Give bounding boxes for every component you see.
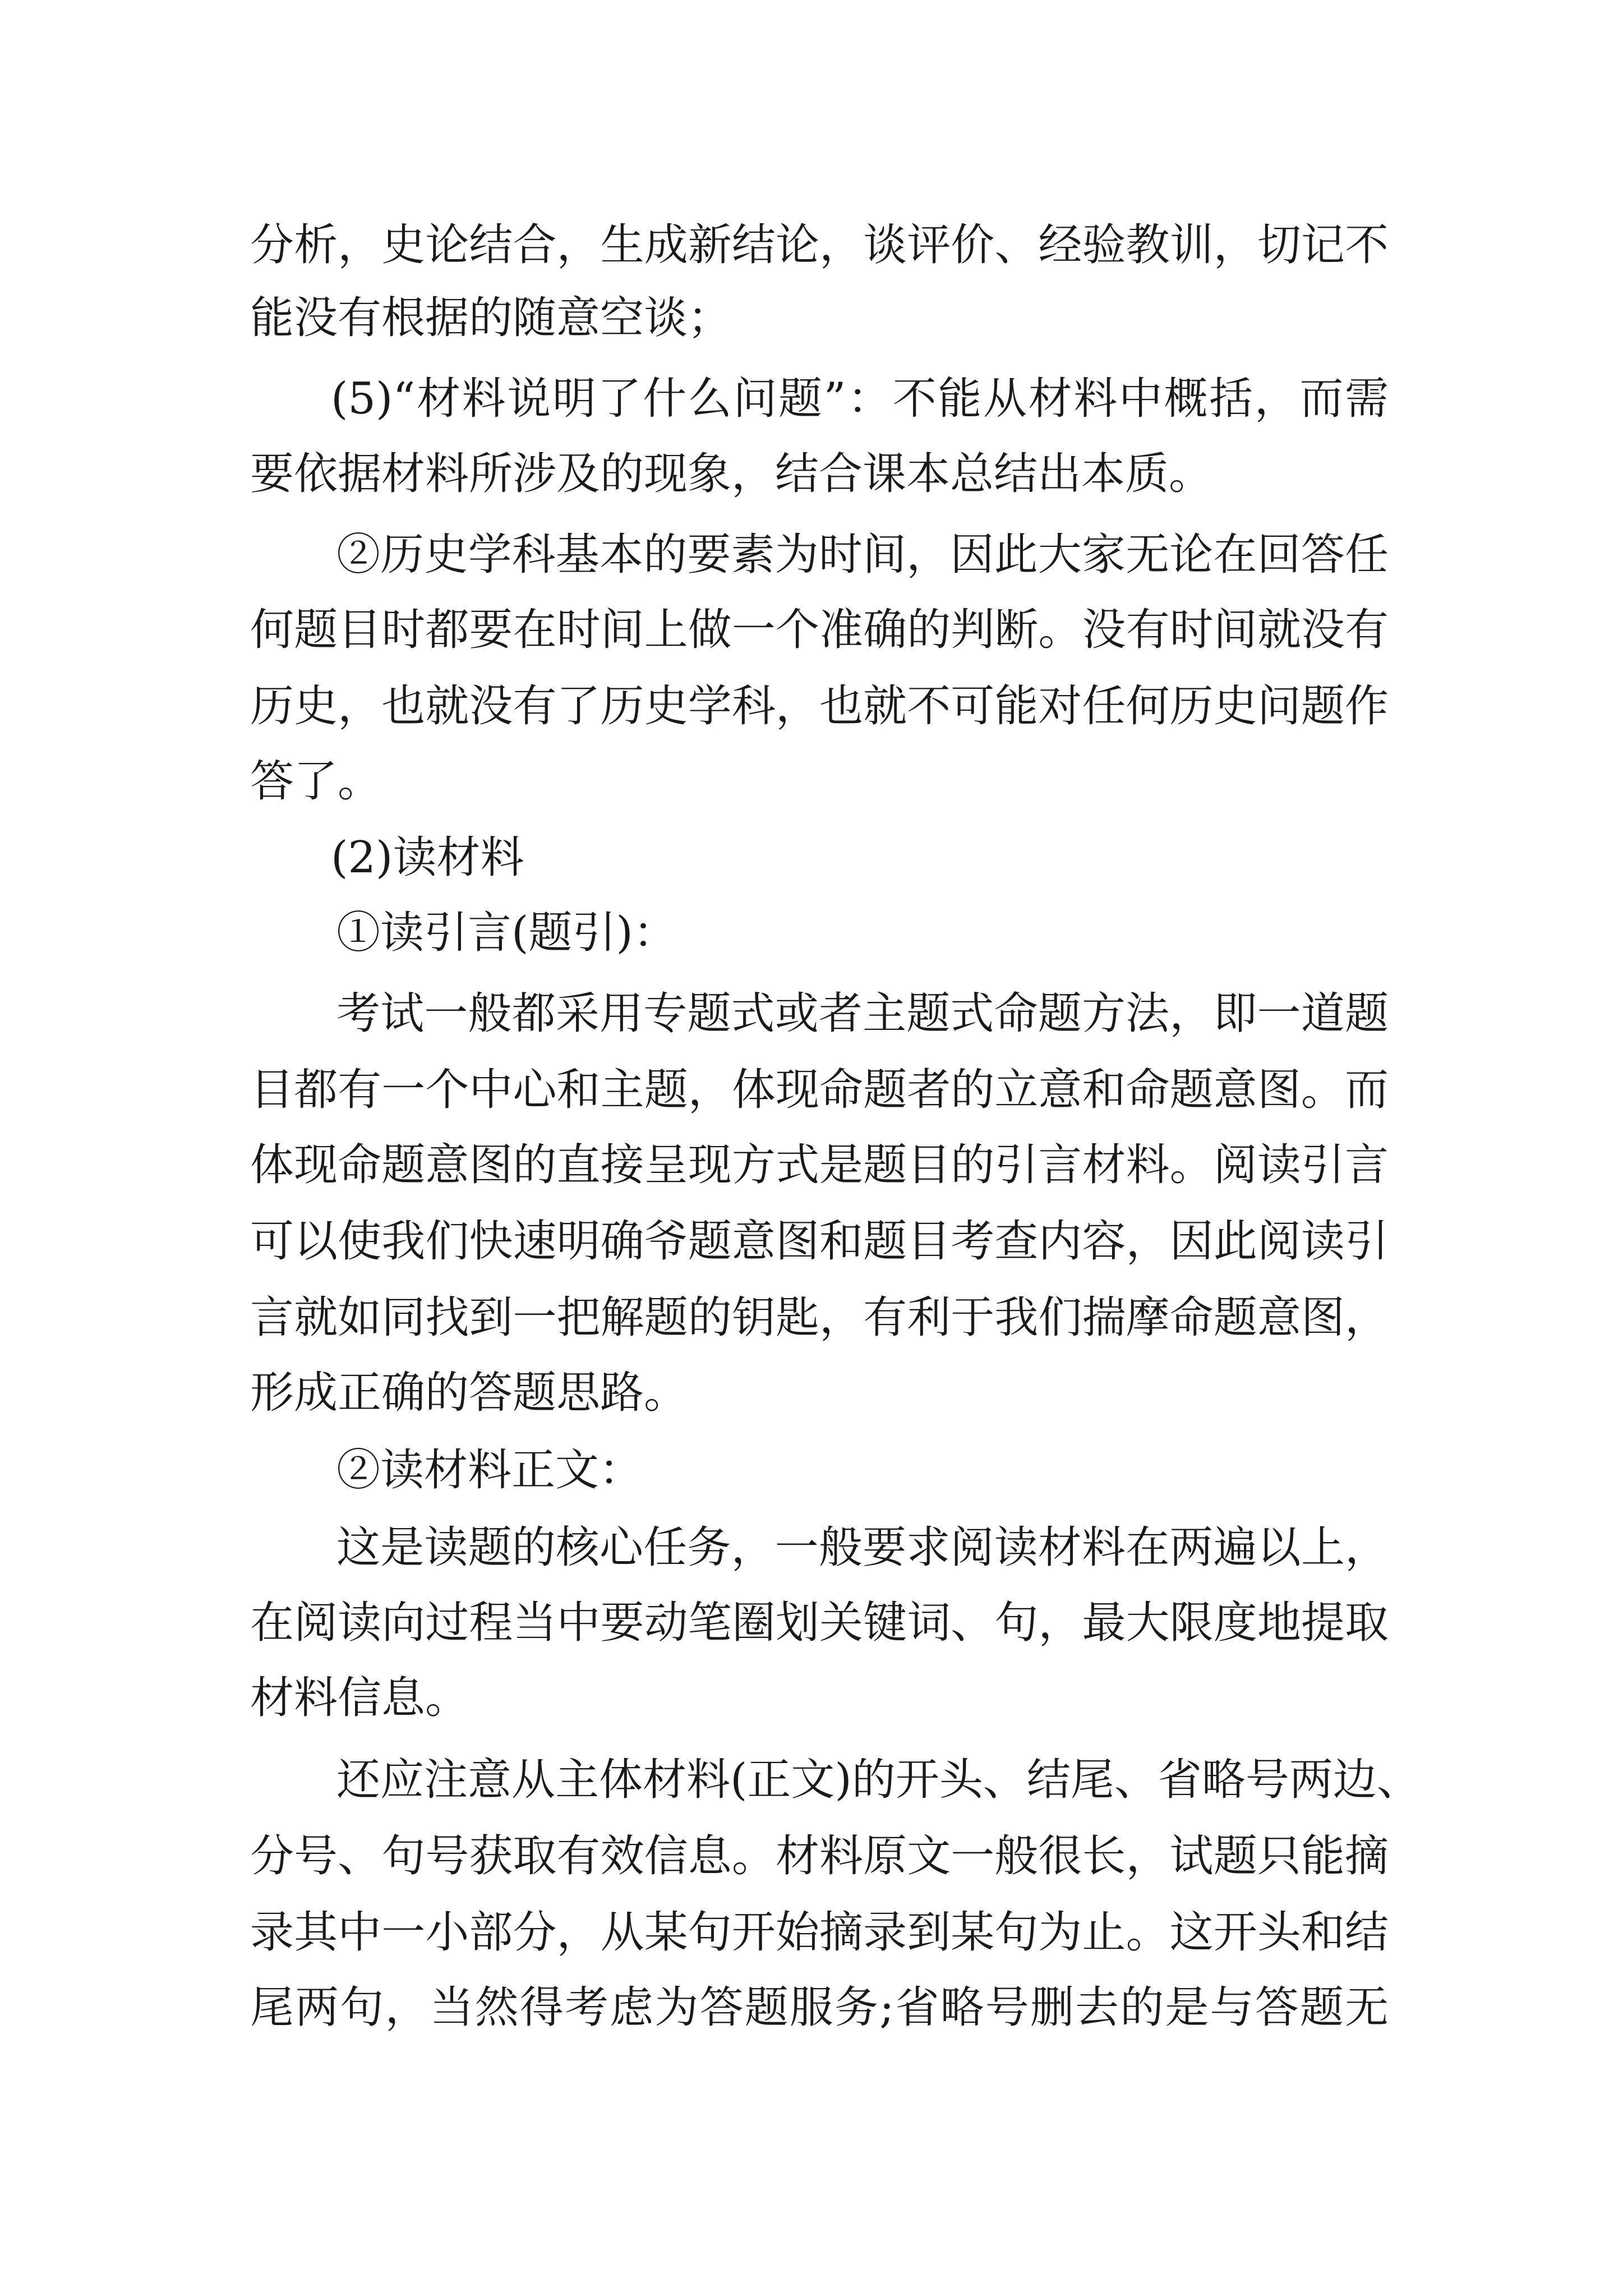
text-line: 形成正确的答题思路。 (250, 1368, 688, 1418)
text-line: 录其中一小部分，从某句开始摘录到某句为止。这开头和结 (250, 1907, 1389, 1958)
text-line: 答了。 (250, 756, 382, 807)
text-line: 分号、句号获取有效信息。材料原文一般很长，试题只能摘 (250, 1831, 1389, 1881)
text-line: 还应注意从主体材料(正文)的开头、结尾、省略号两边、 (336, 1755, 1421, 1805)
text-line: 这是读题的核心任务，一般要求阅读材料在两遍以上， (336, 1522, 1389, 1573)
text-line: (2)读材料 (331, 832, 524, 883)
text-line: 材料信息。 (250, 1673, 469, 1723)
text-line: 可以使我们快速明确爷题意图和题目考查内容，因此阅读引 (250, 1216, 1389, 1267)
text-line: 分析，史论结合，生成新结论，谈评价、经验教训，切记不 (250, 220, 1389, 270)
text-line: ②历史学科基本的要素为时间，因此大家无论在回答任 (336, 530, 1389, 580)
text-line: (5)“材料说明了什么问题”：不能从材料中概括，而需 (331, 374, 1389, 424)
text-line: 目都有一个中心和主题，体现命题者的立意和命题意图。而 (250, 1065, 1389, 1115)
text-line: 尾两句，当然得考虑为答题服务;省略号删去的是与答题无 (250, 1982, 1389, 2033)
text-line: 历史，也就没有了历史学科，也就不可能对任何历史问题作 (250, 681, 1389, 731)
text-line: ②读材料正文： (336, 1445, 643, 1496)
text-line: 考试一般都采用专题式或者主题式命题方法，即一道题 (336, 988, 1389, 1039)
text-line: ①读引言(题引)： (336, 908, 677, 958)
text-line: 言就如同找到一把解题的钥匙，有利于我们揣摩命题意图， (250, 1292, 1389, 1343)
text-line: 何题目时都要在时间上做一个准确的判断。没有时间就没有 (250, 605, 1389, 655)
text-line: 要依据材料所涉及的现象，结合课本总结出本质。 (250, 449, 1213, 499)
text-line: 在阅读向过程当中要动笔圈划关键词、句，最大限度地提取 (250, 1598, 1389, 1648)
text-line: 能没有根据的随意空谈； (250, 293, 732, 343)
text-line: 体现命题意图的直接呈现方式是题目的引言材料。阅读引言 (250, 1140, 1389, 1190)
